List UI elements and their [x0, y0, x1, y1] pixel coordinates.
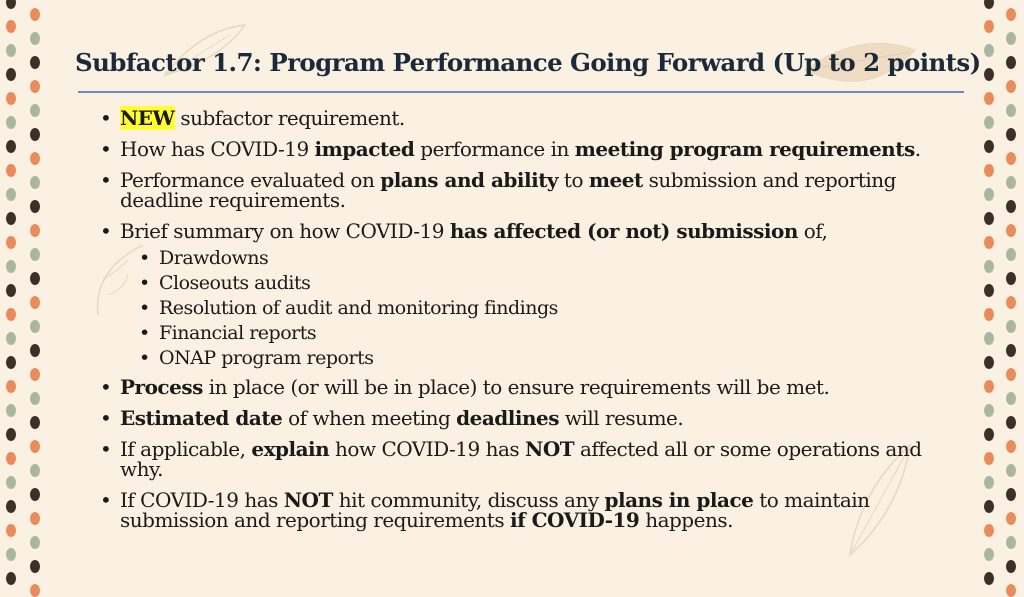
bold-text: if COVID-19: [509, 508, 640, 532]
border-dot: [30, 464, 40, 477]
border-dot: [984, 332, 994, 345]
border-dot: [6, 284, 16, 297]
bullet-item: [100, 408, 960, 428]
text-segment: .: [914, 137, 921, 161]
border-dot: [6, 260, 16, 273]
border-dot: [984, 92, 994, 105]
border-dot: [30, 272, 40, 285]
border-dot: [1006, 512, 1016, 525]
border-dot: [1006, 248, 1016, 261]
border-dot: [30, 512, 40, 525]
bold-text: explain: [251, 437, 330, 461]
border-dot: [984, 68, 994, 81]
border-dot: [984, 260, 994, 273]
bold-text: meeting program requirements: [574, 137, 915, 161]
border-dot: [30, 248, 40, 261]
border-dot: [30, 392, 40, 405]
border-dot: [6, 404, 16, 417]
border-dot: [984, 452, 994, 465]
border-dot: [1006, 296, 1016, 309]
border-dot: [6, 212, 16, 225]
border-dot: [30, 104, 40, 117]
border-dot: [1006, 392, 1016, 405]
border-dot: [1006, 416, 1016, 429]
border-dot: [984, 164, 994, 177]
border-dot: [30, 200, 40, 213]
border-dot: [984, 500, 994, 513]
bullet-item: [100, 439, 960, 479]
text-segment: submission and reporting deadline requirements.: [120, 168, 896, 212]
text-segment: to maintain submission and reporting requirements: [120, 488, 870, 532]
border-dot: [984, 524, 994, 537]
bold-text: has affected (or not) submission: [449, 219, 798, 243]
text-segment: will resume.: [559, 406, 684, 430]
bullet-item: [100, 108, 960, 128]
border-dot: [30, 536, 40, 549]
border-dot: [6, 44, 16, 57]
border-dot: [6, 308, 16, 321]
border-dot: [6, 356, 16, 369]
border-dot: [984, 548, 994, 561]
bullet-item: [100, 377, 960, 397]
bold-text: impacted: [314, 137, 415, 161]
text-segment: hit community, discuss any: [332, 488, 605, 512]
sub-bullet-item: • Financial reports: [100, 323, 960, 343]
sub-bullet-list: [100, 248, 960, 368]
text-segment: affected all or some operations and why.: [120, 437, 922, 481]
bullet-item: [100, 170, 960, 210]
border-dot: [984, 0, 994, 9]
bullet-item: [100, 490, 960, 530]
text-segment: performance in: [414, 137, 575, 161]
border-dot: [6, 476, 16, 489]
border-dot: [984, 284, 994, 297]
text-segment: to: [558, 168, 589, 192]
border-dot: [1006, 56, 1016, 69]
bold-text: plans and ability: [380, 168, 559, 192]
text-segment: If applicable,: [120, 437, 252, 461]
border-dot: [30, 488, 40, 501]
border-dot: [6, 164, 16, 177]
border-dot: [6, 0, 16, 9]
text-segment: subfactor requirement.: [174, 106, 405, 130]
border-dot: [30, 224, 40, 237]
text-segment: of when meeting: [282, 406, 457, 430]
bold-text: meet: [588, 168, 643, 192]
border-dot: [30, 440, 40, 453]
border-dot: [1006, 344, 1016, 357]
border-dot: [1006, 488, 1016, 501]
text-segment: of,: [797, 219, 828, 243]
border-dot: [984, 140, 994, 153]
border-dot: [6, 548, 16, 561]
border-dot: [30, 368, 40, 381]
bullet-list: [100, 108, 960, 541]
bullet-item: [100, 221, 960, 241]
border-dot: [1006, 536, 1016, 549]
border-dot: [1006, 368, 1016, 381]
border-dot: [1006, 224, 1016, 237]
left-dot-border: [26, 0, 48, 576]
border-dot: [30, 416, 40, 429]
title-underline: [78, 91, 964, 93]
sub-bullet-item: • ONAP program reports: [100, 348, 960, 368]
border-dot: [6, 428, 16, 441]
text-segment: How has COVID-19: [120, 137, 315, 161]
border-dot: [30, 296, 40, 309]
border-dot: [984, 188, 994, 201]
border-dot: [1006, 272, 1016, 285]
border-dot: [1006, 80, 1016, 93]
border-dot: [984, 308, 994, 321]
slide-title: Subfactor 1.7: Program Performance Going Forward (Up to 2 points): [75, 48, 981, 77]
border-dot: [984, 572, 994, 585]
text-segment: Brief summary on how COVID-19: [120, 219, 450, 243]
border-dot: [30, 152, 40, 165]
border-dot: [1006, 32, 1016, 45]
border-dot: [6, 572, 16, 585]
border-dot: [30, 560, 40, 573]
border-dot: [6, 92, 16, 105]
border-dot: [30, 128, 40, 141]
sub-bullet-item: • Drawdowns: [100, 248, 960, 268]
text-segment: happens.: [639, 508, 733, 532]
text-segment: how COVID-19 has: [329, 437, 526, 461]
border-dot: [984, 428, 994, 441]
border-dot: [30, 8, 40, 21]
border-dot: [1006, 320, 1016, 333]
border-dot: [30, 344, 40, 357]
border-dot: [1006, 584, 1016, 597]
border-dot: [984, 236, 994, 249]
border-dot: [984, 212, 994, 225]
border-dot: [1006, 128, 1016, 141]
bold-text: Process: [120, 375, 203, 399]
border-dot: [30, 56, 40, 69]
border-dot: [1006, 104, 1016, 117]
text-segment: Performance evaluated on: [120, 168, 381, 192]
border-dot: [30, 80, 40, 93]
sub-bullet-item: • Closeouts audits: [100, 273, 960, 293]
border-dot: [1006, 8, 1016, 21]
border-dot: [6, 116, 16, 129]
border-dot: [6, 452, 16, 465]
bold-text: NOT: [283, 488, 333, 512]
border-dot: [1006, 176, 1016, 189]
border-dot: [6, 236, 16, 249]
border-dot: [6, 20, 16, 33]
bold-text: NEW: [120, 106, 175, 130]
border-dot: [6, 332, 16, 345]
border-dot: [1006, 560, 1016, 573]
border-dot: [30, 176, 40, 189]
border-dot: [6, 68, 16, 81]
border-dot: [984, 20, 994, 33]
border-dot: [1006, 152, 1016, 165]
border-dot: [1006, 200, 1016, 213]
border-dot: [30, 320, 40, 333]
border-dot: [984, 356, 994, 369]
border-dot: [6, 524, 16, 537]
text-segment: in place (or will be in place) to ensure requirements will be met.: [202, 375, 830, 399]
border-dot: [1006, 464, 1016, 477]
bold-text: Estimated date: [120, 406, 283, 430]
bold-text: NOT: [525, 437, 575, 461]
border-dot: [6, 140, 16, 153]
right-dot-border: [976, 0, 998, 576]
bullet-item: [100, 139, 960, 159]
border-dot: [984, 44, 994, 57]
border-dot: [30, 584, 40, 597]
bold-text: deadlines: [456, 406, 559, 430]
bold-text: plans in place: [604, 488, 754, 512]
border-dot: [30, 32, 40, 45]
text-segment: If COVID-19 has: [120, 488, 284, 512]
border-dot: [1006, 440, 1016, 453]
border-dot: [984, 404, 994, 417]
border-dot: [984, 380, 994, 393]
border-dot: [6, 380, 16, 393]
sub-bullet-item: • Resolution of audit and monitoring findings: [100, 298, 960, 318]
border-dot: [6, 500, 16, 513]
border-dot: [984, 476, 994, 489]
border-dot: [6, 188, 16, 201]
border-dot: [984, 116, 994, 129]
